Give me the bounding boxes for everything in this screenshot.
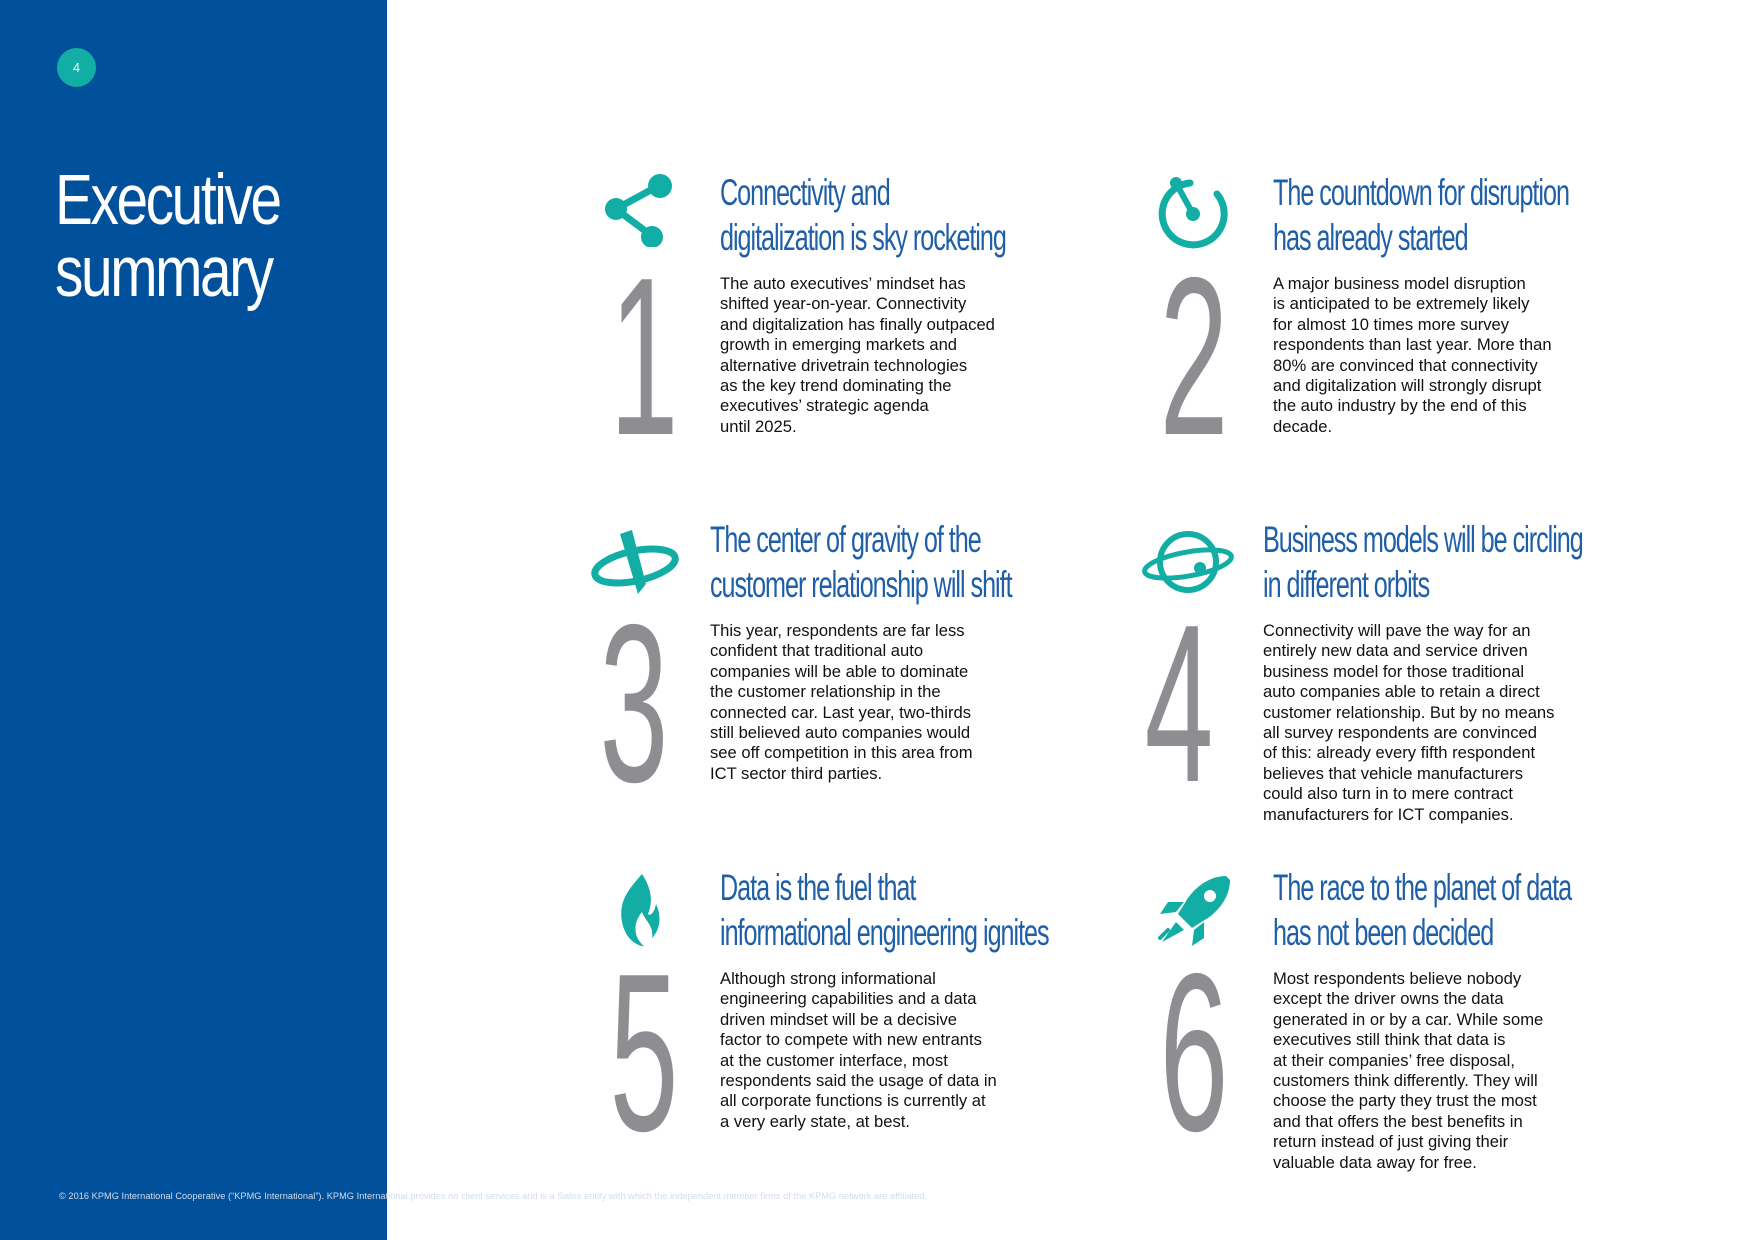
item-heading-4-line-2: in different orbits — [1263, 564, 1430, 605]
item-heading-4-line-1: Business models will be circling — [1263, 519, 1583, 560]
svg-text:3: 3 — [599, 579, 669, 830]
item-body-5-line: factor to compete with new entrants — [720, 1030, 982, 1050]
svg-text:5: 5 — [609, 928, 679, 1179]
item-body-6-line: choose the party they trust the most — [1273, 1091, 1537, 1111]
item-heading-5-line-2: informational engineering ignites — [720, 912, 1049, 953]
svg-text:4: 4 — [1144, 579, 1214, 830]
item-body-4-line: could also turn in to mere contract — [1263, 784, 1513, 804]
item-body-5-line: engineering capabilities and a data — [720, 989, 977, 1009]
item-body-4-line: manufacturers for ICT companies. — [1263, 804, 1514, 824]
item-number-4 — [1135, 579, 1235, 830]
item-heading-4 — [1263, 517, 1583, 607]
item-number-6 — [1150, 928, 1250, 1179]
item-body-3-line: confident that traditional auto — [710, 641, 924, 661]
item-body-4-line: all survey respondents are convinced — [1263, 723, 1537, 743]
item-body-3-line: This year, respondents are far less — [710, 621, 965, 640]
copyright-footer: © 2016 KPMG International Cooperative (“KPMG International”). KPMG International provides no client services and is a Swiss entity with which the independent member firms of the KPMG network are affiliated. — [59, 1191, 928, 1201]
item-body-1-line: executives’ strategic agenda — [720, 396, 929, 416]
item-body-1-line: The auto executives’ mindset has — [720, 274, 966, 293]
item-body-6-line: generated in or by a car. While some — [1273, 1009, 1544, 1029]
item-body-2-line: is anticipated to be extremely likely — [1273, 294, 1530, 314]
item-body-1-line: growth in emerging markets and — [720, 335, 958, 355]
svg-text:6: 6 — [1159, 928, 1229, 1179]
item-body-2-line: for almost 10 times more survey — [1273, 314, 1510, 334]
item-body-6-line: return instead of just giving their — [1273, 1132, 1509, 1152]
item-body-6 — [1273, 969, 1593, 1173]
item-number-3 — [590, 579, 690, 830]
item-body-4 — [1263, 621, 1583, 825]
item-body-3 — [710, 621, 1030, 784]
item-body-2-line: the auto industry by the end of this — [1273, 396, 1527, 416]
item-heading-1-line-2: digitalization is sky rocketing — [720, 217, 1006, 258]
item-body-1-line: until 2025. — [720, 416, 797, 436]
item-number-2 — [1150, 232, 1250, 483]
item-body-2 — [1273, 274, 1593, 437]
item-body-1-line: alternative drivetrain technologies — [720, 355, 968, 375]
item-body-3-line: still believed auto companies would — [710, 723, 971, 743]
item-body-4-line: of this: already every fifth respondent — [1263, 743, 1536, 763]
item-heading-3-line-2: customer relationship will shift — [710, 564, 1012, 605]
item-heading-1 — [720, 170, 1006, 260]
item-body-3-line: ICT sector third parties. — [710, 763, 883, 783]
item-body-2-line: respondents than last year. More than — [1273, 335, 1552, 355]
item-body-5-line: respondents said the usage of data in — [720, 1071, 997, 1091]
page-title — [55, 161, 280, 312]
item-number-5 — [600, 928, 700, 1179]
item-body-2-line: A major business model disruption — [1273, 274, 1526, 293]
item-body-6-line: and that offers the best benefits in — [1273, 1111, 1523, 1131]
item-body-2-line: 80% are convinced that connectivity — [1273, 355, 1538, 375]
item-body-5 — [720, 969, 1040, 1132]
item-body-2-line: and digitalization will strongly disrupt — [1273, 376, 1542, 396]
item-body-5-line: driven mindset will be a decisive — [720, 1009, 958, 1029]
item-body-3-line: see off competition in this area from — [710, 743, 973, 763]
item-body-3-line: the customer relationship in the — [710, 682, 941, 702]
item-heading-1-line-1: Connectivity and — [720, 172, 890, 213]
item-body-6-line: at their companies’ free disposal, — [1273, 1050, 1515, 1070]
page-title-line-2: summary — [55, 233, 272, 312]
item-body-4-line: Connectivity will pave the way for an — [1263, 621, 1531, 640]
item-body-4-line: business model for those traditional — [1263, 661, 1525, 681]
item-body-6-line: executives still think that data is — [1273, 1030, 1506, 1050]
item-heading-5-line-1: Data is the fuel that — [720, 867, 916, 908]
item-body-6-line: customers think differently. They will — [1273, 1071, 1538, 1091]
item-body-1 — [720, 274, 1040, 437]
item-heading-6-line-1: The race to the planet of data — [1273, 867, 1572, 908]
item-body-5-line: a very early state, at best. — [720, 1111, 910, 1131]
item-body-3-line: companies will be able to dominate — [710, 661, 969, 681]
item-body-5-line: at the customer interface, most — [720, 1050, 948, 1070]
item-body-4-line: believes that vehicle manufacturers — [1263, 763, 1524, 783]
item-body-6-line: Most respondents believe nobody — [1273, 969, 1522, 988]
item-body-4-line: entirely new data and service driven — [1263, 641, 1528, 661]
item-heading-3 — [710, 517, 1012, 607]
item-body-6-line: valuable data away for free. — [1273, 1152, 1477, 1172]
item-body-6-line: except the driver owns the data — [1273, 989, 1504, 1009]
sidebar-panel — [0, 0, 387, 1240]
item-heading-6-line-2: has not been decided — [1273, 912, 1494, 953]
item-body-1-line: and digitalization has finally outpaced — [720, 314, 995, 334]
item-body-3-line: connected car. Last year, two-thirds — [710, 702, 972, 722]
item-heading-2 — [1273, 170, 1569, 260]
item-body-1-line: shifted year-on-year. Connectivity — [720, 294, 967, 314]
item-body-4-line: auto companies able to retain a direct — [1263, 682, 1540, 702]
item-number-1 — [600, 232, 700, 483]
item-body-1-line: as the key trend dominating the — [720, 376, 952, 396]
page-number-badge: 4 — [57, 48, 96, 87]
svg-text:1: 1 — [609, 232, 679, 483]
item-heading-3-line-1: The center of gravity of the — [710, 519, 981, 560]
item-body-5-line: Although strong informational — [720, 969, 936, 988]
item-body-2-line: decade. — [1273, 416, 1333, 436]
page-title-line-1: Executive — [55, 161, 280, 240]
svg-text:2: 2 — [1159, 232, 1229, 483]
item-heading-5 — [720, 865, 1049, 955]
item-heading-6 — [1273, 865, 1571, 955]
item-heading-2-line-1: The countdown for disruption — [1273, 172, 1569, 213]
item-body-5-line: all corporate functions is currently at — [720, 1091, 986, 1111]
item-body-4-line: customer relationship. But by no means — [1263, 702, 1555, 722]
item-heading-2-line-2: has already started — [1273, 217, 1468, 258]
